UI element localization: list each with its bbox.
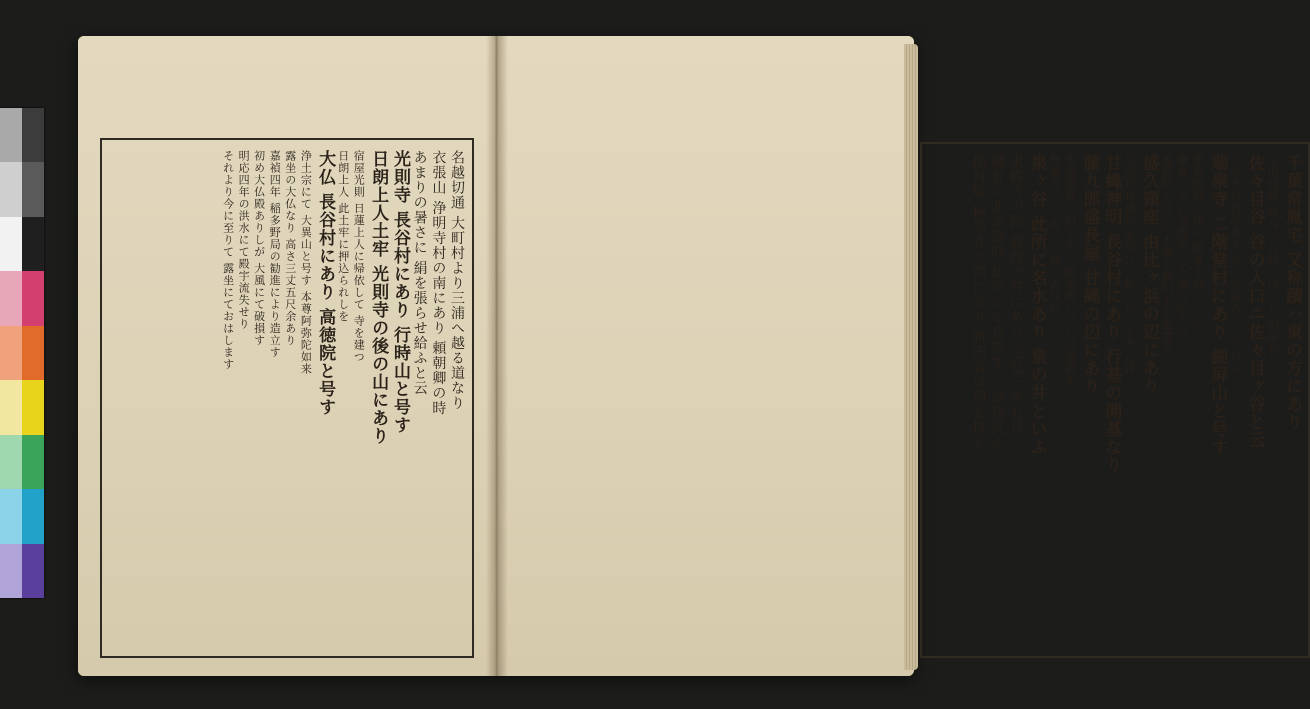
text-column: 泉ヶ谷 此所に名水あり 泉の井といふ [1026, 154, 1047, 456]
calibration-swatch [22, 380, 44, 434]
calibration-swatch [22, 489, 44, 543]
left-text-frame [100, 138, 474, 658]
text-column: 大仏 長谷村にあり 高徳院と号す [315, 150, 336, 416]
calibration-swatch [22, 271, 44, 325]
text-column: 安達盛長の旧宅なり 頼朝卿しばしば渡御あり [1063, 154, 1077, 399]
text-column: 宿屋光則 日蓮上人に帰依して 寺を建つ [352, 150, 366, 363]
page-edges [904, 44, 918, 670]
text-column: 明応四年の洪水にて殿宇流失せり [237, 150, 251, 330]
text-column: 夢窓国師の開山 関東十刹の一なり [1191, 154, 1205, 339]
text-column: 主馬判官盛久 此所にて斬られんとせし時 [1122, 154, 1136, 375]
calibration-swatch [0, 544, 22, 598]
text-column: 藤九郎盛長屋 甘縄の辺にあり [1079, 154, 1100, 395]
text-column: それより今に至りて 露坐にておはします [221, 150, 235, 371]
text-column: 鎌倉公方の菩提所にて 境内広大なり [1175, 154, 1189, 351]
left-text-columns [110, 150, 464, 646]
calibration-swatch [0, 108, 22, 162]
calibration-swatch [0, 271, 22, 325]
calibration-swatch [22, 108, 44, 162]
calibration-swatch [22, 162, 44, 216]
text-column: 浄土宗にて 大異山と号す 本尊阿弥陀如来 [299, 150, 313, 375]
text-column: 初め大仏殿ありしが 大風にて破損す [252, 150, 266, 347]
text-column: 日朗上人 此土牢に押込られしを [336, 150, 350, 323]
open-book [78, 36, 1302, 676]
text-column: ちかきに石碑あり 昔ハ寺院ありしといふ [1228, 154, 1242, 375]
text-column: 無量寺 今ハ廃して跡のみ残れり [1048, 154, 1062, 327]
text-column: 盛久頸座 由比ヶ浜の辺にあり [1138, 154, 1159, 395]
calibration-swatch [0, 326, 22, 380]
text-column: あまりの暑さに 絹を張らせ給ふと云 [411, 150, 428, 396]
color-calibration-strip [0, 108, 44, 598]
calibration-swatch [22, 544, 44, 598]
calibration-swatch [22, 326, 44, 380]
text-column: 名越切通 大町村より三浦へ越る道なり [449, 150, 465, 411]
text-column: 遍照院 真言宗 本尊不動明王を安置す [1160, 154, 1174, 355]
text-column: 光則寺 長谷村にあり 行時山と号す [389, 150, 410, 434]
left-page [78, 36, 495, 676]
text-column: 千葉常胤宅 又称蹟ハ東の方にあり [1282, 154, 1302, 431]
calibration-swatch [0, 217, 22, 271]
text-column: 瑞泉寺 二階堂村にあり 錦屏山と号す [1207, 154, 1228, 456]
right-page [497, 36, 1302, 676]
calibration-swatch [0, 380, 22, 434]
calibration-swatch [0, 162, 22, 216]
text-column: 佐々目谷 谷の入口ニ佐々目ヶ谷と云 [1244, 154, 1265, 449]
text-column: 在山崎郷 扇谷ヶ谷村のほとり 旧跡有り [1266, 154, 1280, 367]
text-column: 東勝寺の跡 葛西ヶ谷にあり 元弘三年五月 [1007, 154, 1024, 435]
calibration-swatch [0, 435, 22, 489]
calibration-swatch [22, 217, 44, 271]
book-gutter [486, 36, 508, 676]
text-column: 稲村崎 極楽寺の西にあり 新田義貞剣を投じ [970, 154, 987, 450]
text-column: 甘縄神明 長谷村にあり 行基の開基なり [1101, 154, 1122, 474]
text-column: 日朗上人土牢 光則寺の後の山にあり [368, 150, 389, 445]
right-text-columns [930, 154, 1300, 646]
text-column: 衣張山 浄明寺村の南にあり 頼朝卿の時 [430, 150, 447, 416]
text-column: 露坐の大仏なり 高さ三丈五尺余あり [283, 150, 297, 347]
text-column: 鎌倉の北条高時 此所にて自害す 一族皆従ふ [989, 154, 1006, 450]
right-text-frame [920, 142, 1310, 658]
text-column: 嘉禎四年 稲多野局の勧進により造立す [268, 150, 282, 359]
calibration-swatch [0, 489, 22, 543]
calibration-swatch [22, 435, 44, 489]
